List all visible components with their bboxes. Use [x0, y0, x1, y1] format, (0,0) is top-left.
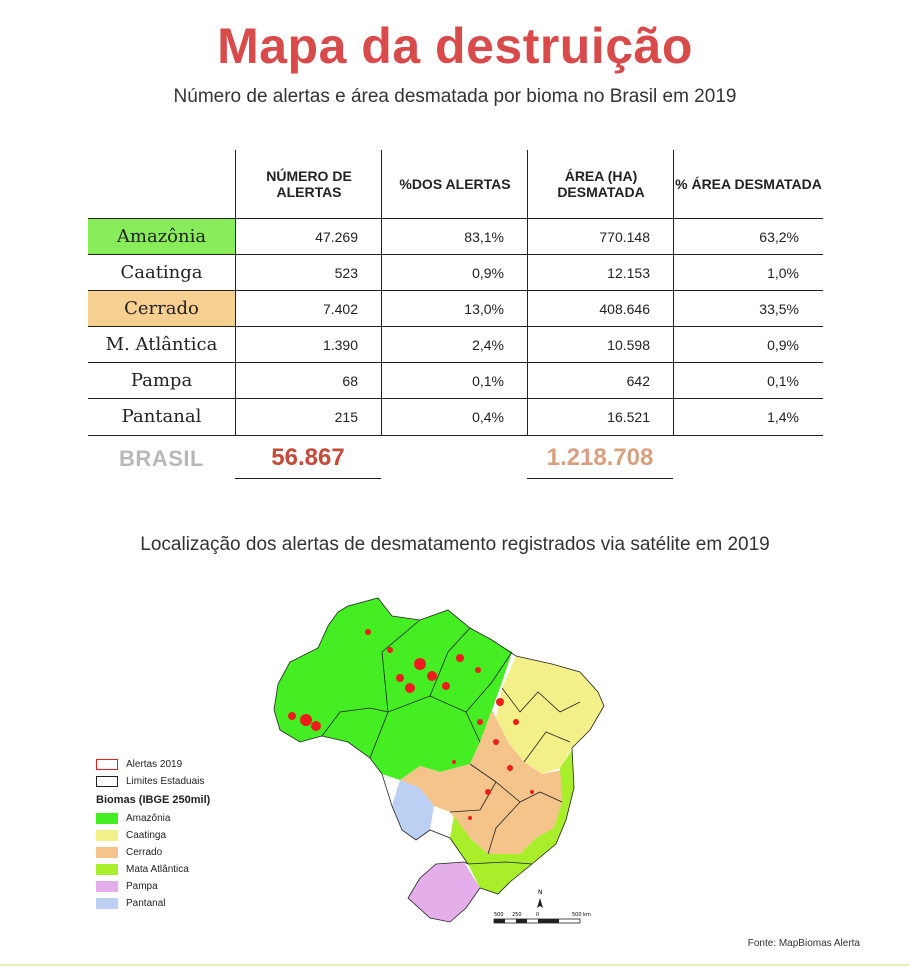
total-alertas: 56.867 [271, 444, 345, 471]
table-row [88, 326, 823, 363]
cell-pct-alertas: 83,1% [381, 219, 528, 255]
cell-area: 408.646 [527, 291, 674, 327]
cell-area: 10.598 [527, 327, 674, 363]
cell-pct-area: 1,4% [673, 399, 823, 435]
map-legend [96, 756, 210, 912]
legend-swatch [96, 847, 118, 858]
bioma-name: Pampa [130, 370, 193, 391]
legend-item: Pampa [96, 878, 210, 895]
table-row [88, 362, 823, 399]
legend-item: Mata Atlântica [96, 861, 210, 878]
total-underline-alertas [235, 478, 381, 479]
scale-bar [492, 888, 602, 930]
legend-swatch [96, 813, 118, 824]
page-title: Mapa da destruição [217, 18, 693, 74]
cell-pct-area: 63,2% [673, 219, 823, 255]
legend-item: Cerrado [96, 844, 210, 861]
legend-item: Pantanal [96, 895, 210, 912]
alert-swatch [96, 759, 118, 770]
scale-label-500km: 500 km [572, 912, 591, 918]
brazil-map [270, 592, 630, 932]
legend-swatch [96, 881, 118, 892]
scale-label-250: 250 [512, 912, 522, 918]
north-arrow-icon [537, 898, 543, 908]
cell-alertas: 523 [235, 255, 382, 291]
cell-area: 16.521 [527, 399, 674, 435]
cell-pct-area: 33,5% [673, 291, 823, 327]
legend-swatch [96, 898, 118, 909]
region-pampa [408, 862, 480, 922]
bioma-name: Amazônia [88, 219, 235, 254]
legend-biomas-title: Biomas (IBGE 250mil) [96, 794, 211, 806]
total-label: BRASIL [119, 446, 204, 471]
cell-pct-alertas: 0,4% [381, 399, 528, 435]
cell-pct-area: 0,9% [673, 327, 823, 363]
bioma-name: M. Atlântica [105, 334, 218, 355]
table-row [88, 398, 823, 436]
north-label: N [538, 889, 543, 896]
table-row [88, 254, 823, 291]
cell-pct-area: 1,0% [673, 255, 823, 291]
cell-pct-alertas: 2,4% [381, 327, 528, 363]
cell-pct-alertas: 0,1% [381, 363, 528, 399]
cell-pct-alertas: 0,9% [381, 255, 528, 291]
page-subtitle: Número de alertas e área desmatada por bioma no Brasil em 2019 [173, 86, 737, 107]
legend-swatch [96, 830, 118, 841]
table-row [88, 290, 823, 327]
cell-area: 12.153 [527, 255, 674, 291]
cell-alertas: 68 [235, 363, 382, 399]
header-numero-alertas: NÚMERO DE ALERTAS [235, 150, 382, 218]
bioma-name: Caatinga [120, 262, 203, 283]
cell-alertas: 215 [235, 399, 382, 435]
legend-biomas [96, 810, 210, 912]
limits-swatch [96, 776, 118, 787]
legend-swatch [96, 864, 118, 875]
cell-area: 770.148 [527, 219, 674, 255]
map-title: Localização dos alertas de desmatamento registrados via satélite em 2019 [140, 534, 770, 555]
legend-limits: Limites Estaduais [96, 773, 210, 790]
cell-area: 642 [527, 363, 674, 399]
bioma-name: Cerrado [88, 291, 235, 326]
cell-alertas: 1.390 [235, 327, 382, 363]
bottom-divider [0, 964, 910, 966]
table-row [88, 218, 823, 255]
scale-label-500: 500 [494, 912, 504, 918]
total-area: 1.218.708 [546, 444, 654, 471]
cell-alertas: 47.269 [235, 219, 382, 255]
legend-item: Caatinga [96, 827, 210, 844]
legend-alerts: Alertas 2019 [96, 756, 210, 773]
scale-label-0: 0 [536, 912, 540, 918]
header-pct-area: % ÁREA DESMATADA [673, 150, 823, 218]
bioma-name: Pantanal [121, 406, 202, 427]
cell-pct-area: 0,1% [673, 363, 823, 399]
header-pct-alertas: %DOS ALERTAS [381, 150, 528, 218]
source-credit: Fonte: MapBiomas Alerta [747, 938, 860, 949]
header-area-desmatada: ÁREA (HA) DESMATADA [527, 150, 674, 218]
total-underline-area [527, 478, 673, 479]
cell-alertas: 7.402 [235, 291, 382, 327]
cell-pct-alertas: 13,0% [381, 291, 528, 327]
legend-item: Amazônia [96, 810, 210, 827]
